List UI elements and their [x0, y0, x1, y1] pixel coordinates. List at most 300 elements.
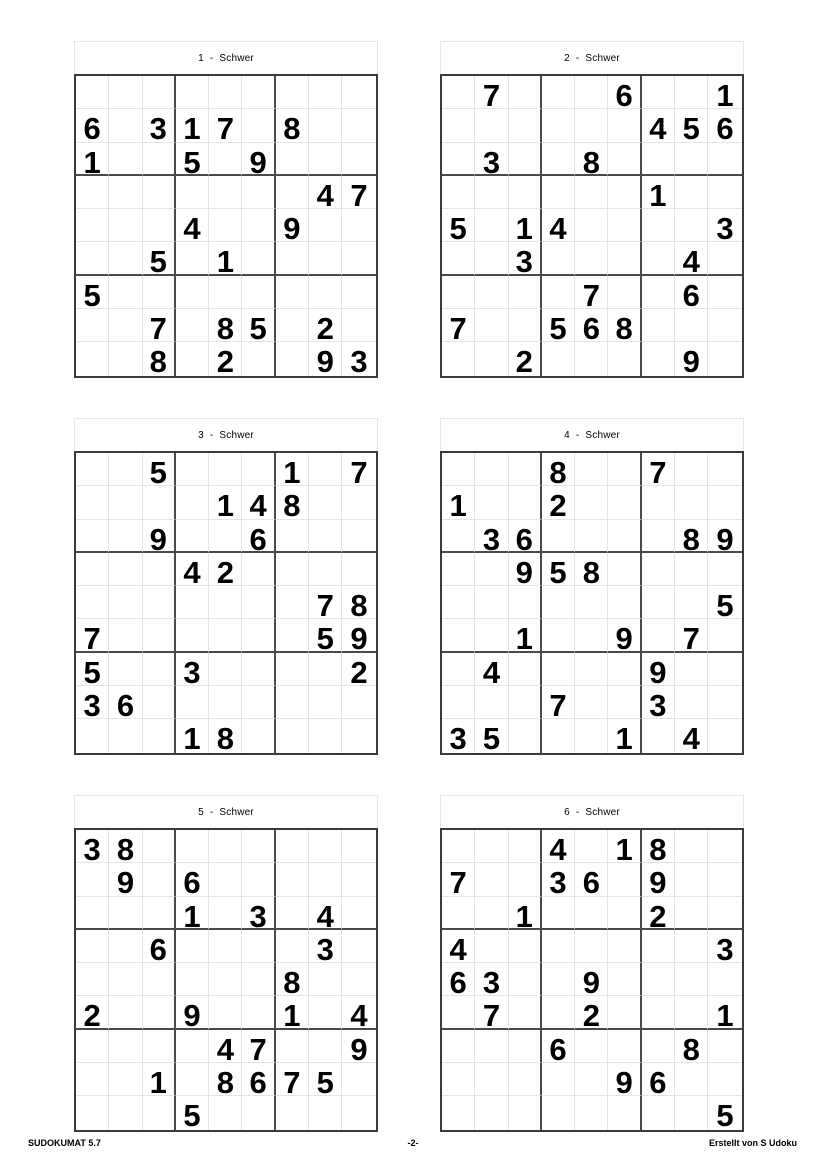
cell-r4c1 [76, 176, 109, 209]
cell-r3c8: 8 [675, 520, 708, 553]
puzzle-title-separator: - [575, 52, 580, 64]
cell-r4c3: 6 [143, 930, 176, 963]
cell-r4c8 [675, 176, 708, 209]
cell-r7c1: 5 [76, 276, 109, 309]
cell-r1c1 [442, 453, 475, 486]
puzzle-title [74, 41, 378, 74]
cell-r7c3 [509, 1030, 542, 1063]
sudoku-panel-3 [74, 418, 378, 755]
cell-r4c1: 4 [442, 930, 475, 963]
cell-r3c1 [442, 897, 475, 930]
cell-r7c5 [575, 1030, 608, 1063]
cell-r9c6 [242, 342, 275, 375]
cell-r9c5: 8 [209, 719, 242, 752]
cell-r3c2 [475, 897, 508, 930]
cell-r4c2 [475, 930, 508, 963]
cell-r8c3 [509, 686, 542, 719]
cell-r5c4 [542, 586, 575, 619]
cell-r1c4 [176, 453, 209, 486]
sudoku-panel-2 [440, 41, 744, 378]
cell-r8c3 [509, 1063, 542, 1096]
cell-r4c2 [109, 176, 142, 209]
cell-r5c7: 9 [276, 209, 309, 242]
cell-r7c9 [342, 276, 375, 309]
cell-r1c6 [242, 453, 275, 486]
cell-r5c3 [509, 586, 542, 619]
cell-r7c8 [309, 653, 342, 686]
cell-r1c8 [675, 453, 708, 486]
cell-r3c1 [76, 897, 109, 930]
cell-r3c9: 9 [708, 520, 741, 553]
puzzle-difficulty: Schwer [585, 429, 620, 441]
cell-r1c2 [475, 830, 508, 863]
cell-r8c7 [276, 309, 309, 342]
puzzle-difficulty: Schwer [219, 806, 254, 818]
cell-r2c5 [209, 863, 242, 896]
cell-r4c3 [143, 176, 176, 209]
cell-r1c7 [276, 76, 309, 109]
cell-r3c6: 3 [242, 897, 275, 930]
cell-r9c3 [509, 719, 542, 752]
cell-r4c4 [176, 176, 209, 209]
cell-r3c3: 9 [143, 520, 176, 553]
cell-r8c8: 5 [309, 1063, 342, 1096]
sudoku-grid-6 [440, 828, 744, 1132]
cell-r2c2 [109, 486, 142, 519]
cell-r4c1 [442, 176, 475, 209]
cell-r1c2 [475, 453, 508, 486]
cell-r7c4 [542, 276, 575, 309]
cell-r7c3 [509, 276, 542, 309]
cell-r2c6 [242, 863, 275, 896]
cell-r9c3 [143, 719, 176, 752]
cell-r4c6 [242, 930, 275, 963]
sudoku-grid-3 [74, 451, 378, 755]
cell-r8c3: 1 [143, 1063, 176, 1096]
cell-r5c1 [76, 963, 109, 996]
cell-r3c9 [342, 897, 375, 930]
cell-r1c4 [542, 76, 575, 109]
cell-r6c4 [542, 619, 575, 652]
cell-r1c9 [342, 76, 375, 109]
cell-r1c5 [575, 453, 608, 486]
cell-r2c9: 6 [708, 109, 741, 142]
cell-r1c6 [608, 453, 641, 486]
cell-r1c4 [176, 76, 209, 109]
cell-r6c2 [475, 242, 508, 275]
cell-r7c8: 8 [675, 1030, 708, 1063]
cell-r3c1 [442, 143, 475, 176]
cell-r5c9 [342, 209, 375, 242]
cell-r9c7 [276, 1096, 309, 1129]
cell-r1c4 [176, 830, 209, 863]
cell-r1c9 [708, 830, 741, 863]
cell-r6c4: 9 [176, 996, 209, 1029]
cell-r2c7: 8 [276, 486, 309, 519]
cell-r8c7: 3 [642, 686, 675, 719]
cell-r7c6 [608, 653, 641, 686]
cell-r7c4 [542, 653, 575, 686]
cell-r8c6: 6 [242, 1063, 275, 1096]
cell-r4c5 [209, 930, 242, 963]
cell-r3c8 [675, 897, 708, 930]
cell-r1c6 [242, 830, 275, 863]
cell-r6c8: 5 [309, 619, 342, 652]
cell-r3c4 [542, 897, 575, 930]
cell-r2c5: 6 [575, 863, 608, 896]
cell-r1c4: 4 [542, 830, 575, 863]
cell-r7c3 [143, 276, 176, 309]
cell-r2c8 [309, 109, 342, 142]
cell-r6c5 [209, 996, 242, 1029]
cell-r5c4: 4 [542, 209, 575, 242]
cell-r3c3: 6 [509, 520, 542, 553]
cell-r2c5: 1 [209, 486, 242, 519]
cell-r8c4 [542, 1063, 575, 1096]
cell-r3c7 [642, 143, 675, 176]
cell-r2c3 [143, 863, 176, 896]
cell-r6c2 [475, 619, 508, 652]
cell-r6c1 [442, 996, 475, 1029]
cell-r8c2: 6 [109, 686, 142, 719]
cell-r4c7 [276, 176, 309, 209]
cell-r9c9 [708, 719, 741, 752]
puzzle-title [440, 418, 744, 451]
cell-r4c5: 8 [575, 553, 608, 586]
cell-r4c4: 4 [176, 553, 209, 586]
cell-r6c1 [442, 619, 475, 652]
puzzle-title-separator: - [575, 429, 580, 441]
cell-r4c2 [475, 176, 508, 209]
cell-r8c9 [342, 1063, 375, 1096]
cell-r9c9 [708, 342, 741, 375]
cell-r7c6: 7 [242, 1030, 275, 1063]
cell-r5c7 [642, 586, 675, 619]
cell-r6c6 [242, 996, 275, 1029]
cell-r9c4 [542, 1096, 575, 1129]
cell-r1c7: 1 [276, 453, 309, 486]
cell-r4c1 [442, 553, 475, 586]
cell-r6c6 [608, 996, 641, 1029]
cell-r3c8 [309, 143, 342, 176]
cell-r8c9 [708, 1063, 741, 1096]
cell-r9c8: 9 [675, 342, 708, 375]
cell-r3c1: 1 [76, 143, 109, 176]
cell-r7c9 [708, 1030, 741, 1063]
cell-r6c7 [642, 619, 675, 652]
cell-r7c5 [575, 653, 608, 686]
cell-r6c9 [708, 619, 741, 652]
cell-r6c6 [608, 242, 641, 275]
cell-r6c5 [575, 619, 608, 652]
cell-r3c6 [608, 897, 641, 930]
cell-r3c7 [276, 520, 309, 553]
cell-r9c9 [342, 1096, 375, 1129]
cell-r9c5 [575, 342, 608, 375]
puzzle-difficulty: Schwer [585, 52, 620, 64]
puzzle-number: 2 [564, 52, 570, 64]
cell-r5c6 [242, 963, 275, 996]
cell-r8c5 [575, 1063, 608, 1096]
cell-r2c1: 1 [442, 486, 475, 519]
cell-r4c1 [76, 930, 109, 963]
cell-r8c2 [475, 686, 508, 719]
puzzle-title-separator: - [209, 52, 214, 64]
cell-r8c7 [276, 686, 309, 719]
cell-r3c2 [109, 143, 142, 176]
cell-r4c5 [209, 176, 242, 209]
cell-r5c7 [642, 963, 675, 996]
cell-r9c5 [575, 719, 608, 752]
puzzle-title-separator: - [575, 806, 580, 818]
cell-r3c6: 6 [242, 520, 275, 553]
cell-r7c4: 6 [542, 1030, 575, 1063]
cell-r7c6 [242, 653, 275, 686]
cell-r4c2 [475, 553, 508, 586]
cell-r4c7 [642, 930, 675, 963]
cell-r5c1 [442, 586, 475, 619]
cell-r1c5 [575, 76, 608, 109]
cell-r4c8: 4 [309, 176, 342, 209]
cell-r3c9 [708, 143, 741, 176]
cell-r2c8 [309, 486, 342, 519]
cell-r1c9 [342, 830, 375, 863]
cell-r5c4 [176, 586, 209, 619]
cell-r1c5 [575, 830, 608, 863]
cell-r1c6: 1 [608, 830, 641, 863]
cell-r4c7 [642, 553, 675, 586]
cell-r6c9: 9 [342, 619, 375, 652]
sudoku-panel-6 [440, 795, 744, 1132]
sudoku-grid-5 [74, 828, 378, 1132]
cell-r8c3 [509, 309, 542, 342]
cell-r4c9 [708, 176, 741, 209]
cell-r6c9: 4 [342, 996, 375, 1029]
cell-r9c6 [608, 342, 641, 375]
cell-r8c2 [109, 1063, 142, 1096]
cell-r7c2 [109, 653, 142, 686]
cell-r9c2 [475, 1096, 508, 1129]
cell-r5c3 [143, 209, 176, 242]
cell-r7c1: 5 [76, 653, 109, 686]
cell-r9c4: 1 [176, 719, 209, 752]
cell-r4c9: 3 [708, 930, 741, 963]
cell-r3c3: 1 [509, 897, 542, 930]
cell-r1c2: 8 [109, 830, 142, 863]
cell-r8c5 [575, 686, 608, 719]
cell-r5c4 [176, 963, 209, 996]
cell-r5c2: 3 [475, 963, 508, 996]
cell-r5c2 [109, 963, 142, 996]
cell-r6c9 [708, 242, 741, 275]
cell-r6c2 [109, 619, 142, 652]
cell-r9c2 [109, 342, 142, 375]
cell-r4c9 [708, 553, 741, 586]
cell-r6c7 [276, 619, 309, 652]
cell-r2c4 [176, 486, 209, 519]
cell-r3c6 [608, 143, 641, 176]
cell-r6c9: 1 [708, 996, 741, 1029]
footer-page-number: -2- [407, 1138, 419, 1148]
cell-r5c9: 8 [342, 586, 375, 619]
cell-r7c4 [176, 1030, 209, 1063]
cell-r2c4: 6 [176, 863, 209, 896]
cell-r9c7 [642, 342, 675, 375]
cell-r9c3 [509, 1096, 542, 1129]
cell-r4c3 [509, 176, 542, 209]
cell-r7c3 [143, 653, 176, 686]
cell-r4c3 [509, 930, 542, 963]
cell-r2c7 [276, 863, 309, 896]
cell-r2c8 [675, 863, 708, 896]
cell-r4c8 [675, 553, 708, 586]
puzzle-title [440, 41, 744, 74]
cell-r5c5 [209, 586, 242, 619]
cell-r1c9: 7 [342, 453, 375, 486]
cell-r3c9 [342, 520, 375, 553]
cell-r5c7 [642, 209, 675, 242]
cell-r7c2: 4 [475, 653, 508, 686]
cell-r3c9 [342, 143, 375, 176]
cell-r3c2: 3 [475, 143, 508, 176]
cell-r3c7 [642, 520, 675, 553]
cell-r9c5 [209, 1096, 242, 1129]
cell-r4c9 [342, 553, 375, 586]
cell-r5c3 [143, 586, 176, 619]
cell-r7c2 [109, 276, 142, 309]
cell-r4c5: 2 [209, 553, 242, 586]
cell-r4c8 [309, 553, 342, 586]
cell-r3c1 [442, 520, 475, 553]
cell-r2c5: 7 [209, 109, 242, 142]
cell-r8c8: 2 [309, 309, 342, 342]
cell-r9c7 [642, 719, 675, 752]
cell-r6c8: 4 [675, 242, 708, 275]
cell-r8c1: 3 [76, 686, 109, 719]
cell-r5c3 [509, 963, 542, 996]
cell-r7c5: 7 [575, 276, 608, 309]
cell-r2c7: 9 [642, 863, 675, 896]
cell-r6c5: 2 [575, 996, 608, 1029]
cell-r1c7: 7 [642, 453, 675, 486]
cell-r2c7: 4 [642, 109, 675, 142]
cell-r5c6 [608, 586, 641, 619]
cell-r8c5 [209, 686, 242, 719]
sudoku-panel-1 [74, 41, 378, 378]
cell-r1c5 [209, 830, 242, 863]
cell-r7c7 [642, 1030, 675, 1063]
cell-r2c6 [608, 109, 641, 142]
cell-r9c1 [76, 1096, 109, 1129]
cell-r4c3: 9 [509, 553, 542, 586]
puzzle-title [440, 795, 744, 828]
puzzle-difficulty: Schwer [585, 806, 620, 818]
cell-r4c9: 7 [342, 176, 375, 209]
sudoku-grid-4 [440, 451, 744, 755]
cell-r5c5 [575, 586, 608, 619]
cell-r7c3 [143, 1030, 176, 1063]
cell-r7c7 [276, 276, 309, 309]
cell-r6c3 [509, 996, 542, 1029]
cell-r3c7: 2 [642, 897, 675, 930]
cell-r9c2: 5 [475, 719, 508, 752]
cell-r3c9 [708, 897, 741, 930]
cell-r4c6 [608, 930, 641, 963]
cell-r4c4 [542, 176, 575, 209]
cell-r6c4 [542, 996, 575, 1029]
cell-r7c2 [475, 276, 508, 309]
cell-r1c5 [209, 453, 242, 486]
cell-r5c8 [309, 963, 342, 996]
cell-r1c9: 1 [708, 76, 741, 109]
cell-r1c8 [309, 76, 342, 109]
cell-r3c3 [143, 143, 176, 176]
cell-r9c7 [276, 719, 309, 752]
cell-r4c5 [575, 176, 608, 209]
cell-r8c8 [675, 309, 708, 342]
cell-r4c5 [575, 930, 608, 963]
cell-r8c1 [442, 686, 475, 719]
cell-r8c5: 6 [575, 309, 608, 342]
cell-r8c8 [675, 686, 708, 719]
cell-r7c1 [442, 653, 475, 686]
cell-r2c3 [143, 486, 176, 519]
cell-r3c4 [542, 143, 575, 176]
cell-r1c7: 8 [642, 830, 675, 863]
cell-r7c8 [309, 276, 342, 309]
cell-r6c1: 7 [76, 619, 109, 652]
cell-r3c5 [575, 897, 608, 930]
cell-r6c3: 5 [143, 242, 176, 275]
cell-r2c2 [109, 109, 142, 142]
cell-r6c3 [143, 996, 176, 1029]
cell-r1c7 [642, 76, 675, 109]
cell-r2c9 [342, 109, 375, 142]
cell-r6c4 [176, 619, 209, 652]
cell-r9c6 [242, 1096, 275, 1129]
cell-r9c2 [109, 1096, 142, 1129]
cell-r5c6 [242, 209, 275, 242]
cell-r9c3: 8 [143, 342, 176, 375]
cell-r5c2 [109, 586, 142, 619]
cell-r5c4: 4 [176, 209, 209, 242]
cell-r3c2 [109, 520, 142, 553]
cell-r3c2 [109, 897, 142, 930]
cell-r9c8 [675, 1096, 708, 1129]
puzzle-difficulty: Schwer [219, 429, 254, 441]
cell-r1c8 [309, 453, 342, 486]
cell-r5c8: 7 [309, 586, 342, 619]
cell-r5c3: 1 [509, 209, 542, 242]
cell-r5c5 [209, 209, 242, 242]
cell-r3c8 [309, 520, 342, 553]
cell-r6c4 [176, 242, 209, 275]
cell-r9c6 [242, 719, 275, 752]
cell-r5c3 [143, 963, 176, 996]
cell-r5c9 [342, 963, 375, 996]
cell-r9c4 [542, 719, 575, 752]
cell-r2c7 [642, 486, 675, 519]
cell-r1c6: 6 [608, 76, 641, 109]
cell-r4c2 [109, 553, 142, 586]
cell-r2c9 [342, 486, 375, 519]
cell-r2c3: 3 [143, 109, 176, 142]
cell-r5c5 [209, 963, 242, 996]
cell-r8c6: 5 [242, 309, 275, 342]
cell-r2c2 [475, 109, 508, 142]
cell-r9c8 [309, 1096, 342, 1129]
cell-r2c4 [542, 109, 575, 142]
